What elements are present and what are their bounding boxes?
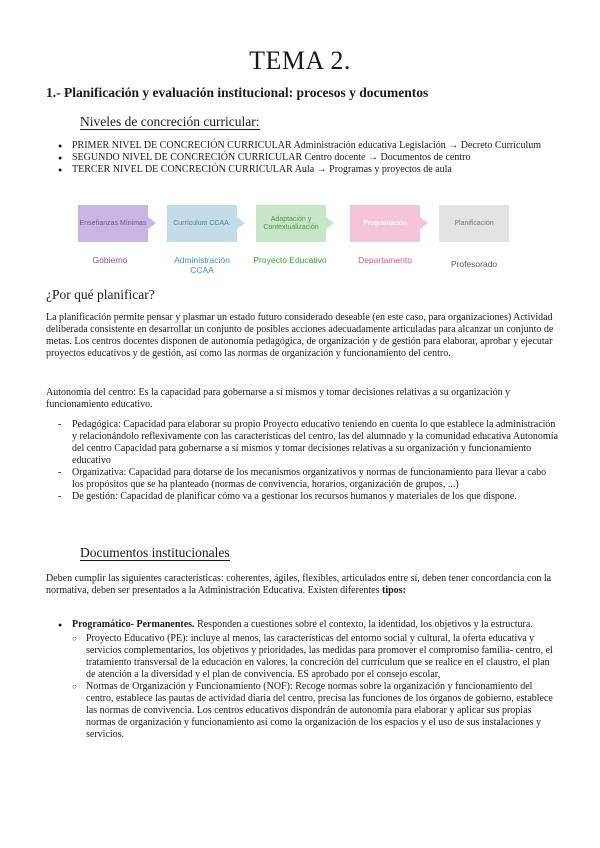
section-heading: 1.- Planificación y evaluación institucional: procesos y documentos [46, 85, 429, 100]
diagram-stage-adaptacion [256, 205, 326, 242]
list-item: - Organizativa: Capacidad para dotarse de los mecanismos organizativos y normas de funcionamiento para llevar a cabo los propósitos que se ha planteado (normas de convivencia, horarios, organización de grupos, ...) [58, 467, 558, 491]
list-item: - De gestión: Capacidad de planificar cómo va a gestionar los recursos humanos y materiales de los que dispone. [58, 491, 558, 503]
documentos-intro-text: Deben cumplir las siguientes características: coherentes, ágiles, flexibles, articulados entre sí, deben tener concordancia con la normativa, deben ser presentados a la Administración Educativa. Existen diferentes [46, 573, 552, 596]
documentos-heading [80, 545, 230, 561]
tipos-list [58, 619, 558, 741]
autonomia-list [58, 419, 558, 503]
list-item: - Pedagógica: Capacidad para elaborar su propio Proyecto educativo teniendo en cuenta lo que establece la administración y relacionándolo reflexivamente con las características del centro, las del alumnado y la comunidad educativa Autonomía del centro Capacidad para gobernarse a sí mismos y tomar decisiones relativas a su organización y funcionamiento educativo [58, 419, 558, 467]
list-item: ● SEGUNDO NIVEL DE CONCRECIÓN CURRICULAR Centro docente → Documentos de centro [58, 152, 558, 164]
concrecion-diagram [78, 205, 508, 275]
arrow-right-icon [420, 217, 428, 229]
diagram-label-administracion: Administración CCAA [174, 255, 230, 275]
diagram-stage-curriculum [167, 205, 237, 242]
diagram-label-profesorado: Profesorado [450, 259, 498, 269]
documentos-intro [46, 573, 556, 597]
sub-list [72, 633, 558, 741]
sub-list-item: ○ Normas de Organización y Funcionamiento (NOF): Recoge normas sobre la organización y funcionamiento del centro, establece las pautas de actividad diaria del centro, precisa las funciones de los órganos de gobierno, establece las normas de convivencia. Los centros educativos dispondrán de autonomía para elaborar y aplicar sus propias normas de organización y funcionamiento así como la organización de los espacios y el uso de sus instalaciones y servicios. [72, 681, 558, 741]
arrow-right-icon [326, 217, 334, 229]
documentos-heading-text: Documentos institucionales [80, 545, 230, 560]
autonomia-paragraph: Autonomía del centro: Es la capacidad para gobernarse a sí mismos y tomar decisiones relativas a su organización y funcionamiento educativo. [46, 387, 511, 410]
diagram-stage-programacion [350, 205, 420, 242]
arrow-right-icon [237, 217, 245, 229]
list-item [58, 619, 558, 741]
diagram-stage-label: Enseñanzas Mínimas [79, 219, 147, 227]
por-que-heading: ¿Por qué planificar? [46, 287, 155, 302]
niveles-heading-text: Niveles de concreción curricular: [80, 114, 260, 129]
diagram-label-proyecto: Proyecto Educativo [253, 255, 327, 265]
documentos-intro-bold: tipos: [382, 585, 406, 596]
diagram-stage-label: Programación [363, 219, 407, 227]
list-item: ● TERCER NIVEL DE CONCRECIÓN CURRICULAR Aula → Programas y proyectos de aula [58, 164, 558, 176]
bullet-rest: Responden a cuestiones sobre el contexto, la identidad, los objetivos y la estructura. [194, 619, 533, 630]
diagram-stage-planificacion [439, 205, 509, 242]
por-que-paragraph: La planificación permite pensar y plasmar un estado futuro considerado deseable (en este caso, para organizaciones) Actividad deliberada consistente en desarrollar un conjunto de posibles acciones adecuadamente articuladas para alcanzar un conjunto de metas. Los centros docentes disponen de autonomía pedagógica, de organización y de gestión para elaborar, aprobar y ejecutar proyectos educativos y de gestión, así como las normas de organización y funcionamiento del centro. [46, 312, 554, 359]
sub-list-item: ○ Proyecto Educativo (PE): incluye al menos, las características del entorno social y cultural, la oferta educativa y servicios complementarios, los objetivos y prioridades, las medidas para promover el compromiso familia- centro, el tratamiento transversal de la educación en valores, la concreción del currículum que se realice en el claustro, el plan de atención a la diversidad y el plan de convivencia. ES aprobado por el consejo escolar, [72, 633, 558, 681]
page-title: TEMA 2. [249, 46, 351, 75]
diagram-label-gobierno: Gobierno [92, 255, 128, 265]
diagram-label-departamento: Departamento [358, 255, 412, 265]
diagram-stage-label: Currículum CCAA. [173, 219, 231, 227]
bullet-bold: Programático- Permanentes. [72, 619, 195, 630]
niveles-heading [80, 114, 260, 130]
diagram-stage-label: Planificación [454, 219, 494, 227]
niveles-list [58, 140, 558, 176]
diagram-stage-label: Adaptación y Contextualización [263, 215, 319, 231]
list-item: ● PRIMER NIVEL DE CONCRECIÓN CURRICULAR Administración educativa Legislación → Decreto Currículum [58, 140, 558, 152]
diagram-stage-ensenanzas [78, 205, 148, 242]
arrow-right-icon [148, 217, 156, 229]
